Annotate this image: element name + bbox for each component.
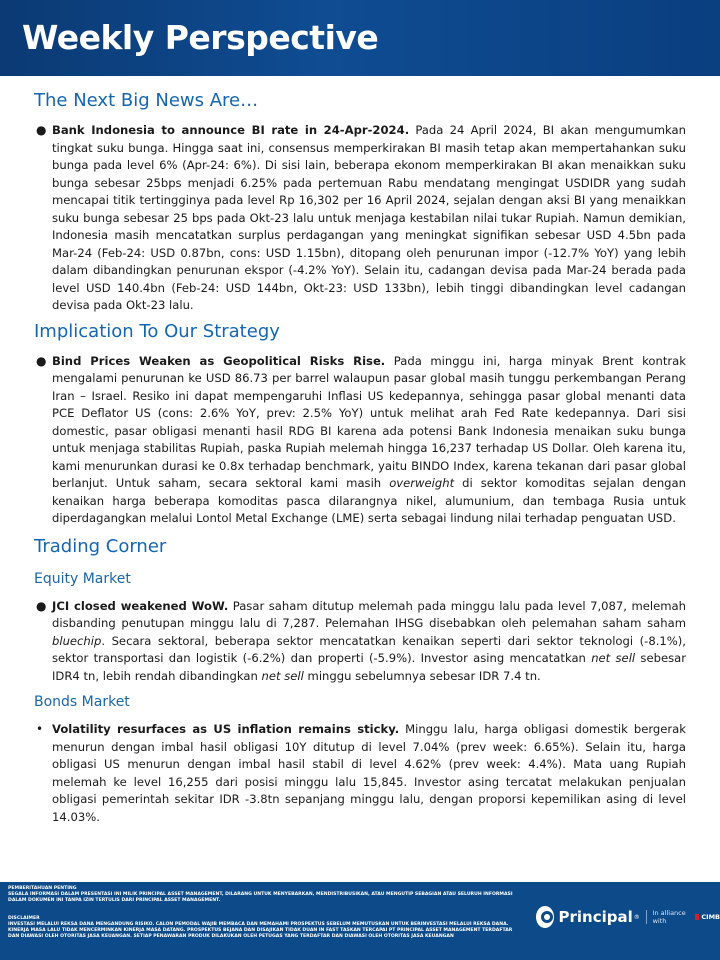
bullet-icon: ● <box>36 598 47 613</box>
paragraph <box>52 122 686 315</box>
section-heading-implication: Implication To Our Strategy <box>34 320 280 342</box>
subheading-equity: Equity Market <box>34 570 131 587</box>
header-banner <box>0 0 720 76</box>
principal-logo <box>536 904 720 930</box>
registered-mark: ® <box>633 913 640 921</box>
legal-text: INVESTASI MELALUI REKSA DANA MENGANDUNG RISIKO. CALON PEMODAL WAJIB MEMBACA DAN MEMAHAMI PROSPEKTUS SEBELUM MEMUTUSKAN UNTUK BERINVESTASI MELALUI REKSA DANA. KINERJA MASA LALU TIDAK MENCERMINKAN KINERJA MASA DATANG. PROSPEKTUS BEJANA DAN DISAJIKAN TIDAK DUAN IN FAST TASKAN TERCAPAI PT PRINCIPAL ASSET MANAGEMENT TERDAFTAR DAN DIAWASI OLEH OTORITAS JASA KEUANGAN. SETIAP PENAWARAN PRODUK DILAKUKAN OLEH PETUGAS YANG TERDAFTAR DAN DIAWASI OLEH OTORITAS JASA KEUANGAN <box>8 922 513 939</box>
cimb-icon <box>695 914 700 920</box>
alliance-text: In alliance with <box>652 909 686 925</box>
bullet-text: Pasar saham ditutup melemah pada minggu lalu pada level 7,087, melemah disbanding penutupan minggu lalu di 7,287. Pelemahan IHSG disebabkan oleh pelemahan saham saham <box>52 598 687 630</box>
principal-logo-icon <box>536 906 554 928</box>
bullet-text: minggu sebelumnya sebesar IDR 7.4 tn. <box>303 668 541 683</box>
bullet-icon: ● <box>36 353 47 368</box>
partner-name: CIMB <box>701 913 720 921</box>
bullet-italic: bluechip <box>52 633 102 648</box>
list-item <box>34 598 686 686</box>
legal-disclaimer <box>8 886 523 940</box>
paragraph <box>52 598 686 686</box>
page-title: Weekly Perspective <box>22 18 379 57</box>
bullet-lead: Bind Prices Weaken as Geopolitical Risks Rise. <box>52 353 386 368</box>
section-implication <box>34 319 686 528</box>
bullet-italic: net sell <box>261 668 304 683</box>
logo-divider <box>646 910 647 924</box>
bullet-text: Pada 24 April 2024, BI akan mengumumkan tingkat suku bunga. Hingga saat ini, consensus memperkirakan BI masih tetap akan mempertahankan suku bunga pada level 6% (Apr-24: 6%). Di sisi lain, beberapa ekonom memperkirakan BI akan menaikkan suku bunga sebesar 25bps menjadi 6.25% pada pertemuan Rabu mendatang mengingat USDIDR yang sudah mencapai titik tertingginya pada level Rp 16,302 per 16 April 2024, sejalan dengan aksi BI yang menaikkan suku bunga sebesar 25 bps pada Okt-23 lalu untuk menjaga kestabilan nilai tukar Rupiah. Namun demikian, Indonesia masih mencatatkan surplus perdagangan yang meningkat signifikan sebesar USD 4.5bn pada Mar-24 (Feb-24: USD 0.87bn, cons: USD 1.15bn), ditopang oleh penurunan impor (-12.7% YoY) yang lebih dalam dibandingkan penurunan ekspor (-4.2% YoY). Selain itu, cadangan devisa pada Mar-24 berada pada level USD 140.4bn (Feb-24: USD 144bn, Okt-23: USD 133bn), lebih tinggi dibandingkan level cadangan devisa pada Okt-23 lalu. <box>52 123 686 312</box>
bullet-lead: Bank Indonesia to announce BI rate in 24-Apr-2024. <box>52 123 410 137</box>
section-next-news <box>34 88 686 315</box>
bullet-italic: net sell <box>591 651 636 665</box>
main-content <box>34 88 686 826</box>
list-item <box>34 721 686 826</box>
bullet-text: sebesar IDR4 tn, lebih rendah dibandingkan <box>52 651 687 683</box>
bullet-icon: • <box>36 722 44 736</box>
paragraph <box>52 721 686 826</box>
logo-text: Principal <box>558 908 633 926</box>
bullet-lead: JCI closed weakened WoW. <box>52 598 229 613</box>
legal-heading: DISCLAIMER <box>8 916 40 921</box>
bullet-italic: overweight <box>389 476 455 490</box>
list-item <box>34 353 686 528</box>
paragraph <box>52 353 686 528</box>
bullet-text: Pada minggu ini, harga minyak Brent kontrak mengalami penurunan ke USD 86.73 per barrel walaupun pasar global masih tunggu perkembangan Perang Iran – Israel. Resiko ini dapat mempengaruhi Inflasi US kedepannya, sehingga pasar global menanti data PCE Deflator US (cons: 2.6% YoY, prev: 2.5% YoY) untuk melihat arah Fed Rate kedepannya. Dari sisi domestic, pasar obligasi menanti hasil RDG BI karena ada potensi Bank Indonesia menaikan suku bunga untuk menjaga stabilitas Rupiah, paska Rupiah melemah hingga 16,237 terhadap US Dollar. Oleh karena itu, kami menurunkan durasi ke 0.8x terhadap benchmark, yaitu BINDO Index, karena tekanan dari pasar global berlanjut. Untuk saham, secara sektoral kami masih <box>52 353 686 490</box>
legal-heading: PEMBERITAHUAN PENTING <box>8 886 77 891</box>
list-item <box>34 122 686 315</box>
section-trading <box>34 534 686 827</box>
legal-text: SEGALA INFORMASI DALAM PRESENTASI INI MILIK PRINCIPAL ASSET MANAGEMENT, DILARANG UNTUK MENYEBARKAN, MENDISTRIBUSIKAN, ATAU MENGUTIP SEBAGIAN ATAU SELURUH INFORMASI DALAM DOKUMEN INI TANPA IZIN TERTULIS DARI PRINCIPAL ASSET MANAGEMENT. <box>8 892 513 903</box>
bullet-text: . Secara sektoral, beberapa sektor mencatatkan kenaikan seperti dari sektor teknologi (-8.1%), sektor transportasi dan logistik (-6.2%) dan properti (-5.9%). Investor asing mencatatkan <box>52 633 686 665</box>
bullet-text: Minggu lalu, harga obligasi domestik bergerak menurun dengan imbal hasil obligasi 10Y ditutup di level 7.04% (prev week: 6.65%). Selain itu, harga obligasi US menurun dengan imbal hasil stabil di level 4.62% (prev week: 4.4%). Mata uang Rupiah melemah ke level 16,255 dari posisi minggu lalu 15,845. Investor asing tercatat melakukan penjualan obligasi pemerintah sekitar IDR -3.8tn sepanjang minggu lalu, dengan proporsi kepemilikan asing di level 14.03%. <box>52 722 686 824</box>
bullet-icon: ● <box>36 123 47 137</box>
bullet-lead: Volatility resurfaces as US inflation remains sticky. <box>52 722 400 736</box>
subheading-bonds: Bonds Market <box>34 694 130 710</box>
bullet-text: di sektor komoditas sejalan dengan kenaikan harga beberapa komoditas pasca dilarangnya nikel, alumunium, dan tembaga Rusia untuk diperdagangkan melalui Lontol Metal Exchange (LME) serta sebagai lindung nilai terhadap penguatan USD. <box>52 476 686 525</box>
section-heading-next-news: The Next Big News Are… <box>34 90 259 111</box>
section-heading-trading: Trading Corner <box>34 535 167 557</box>
